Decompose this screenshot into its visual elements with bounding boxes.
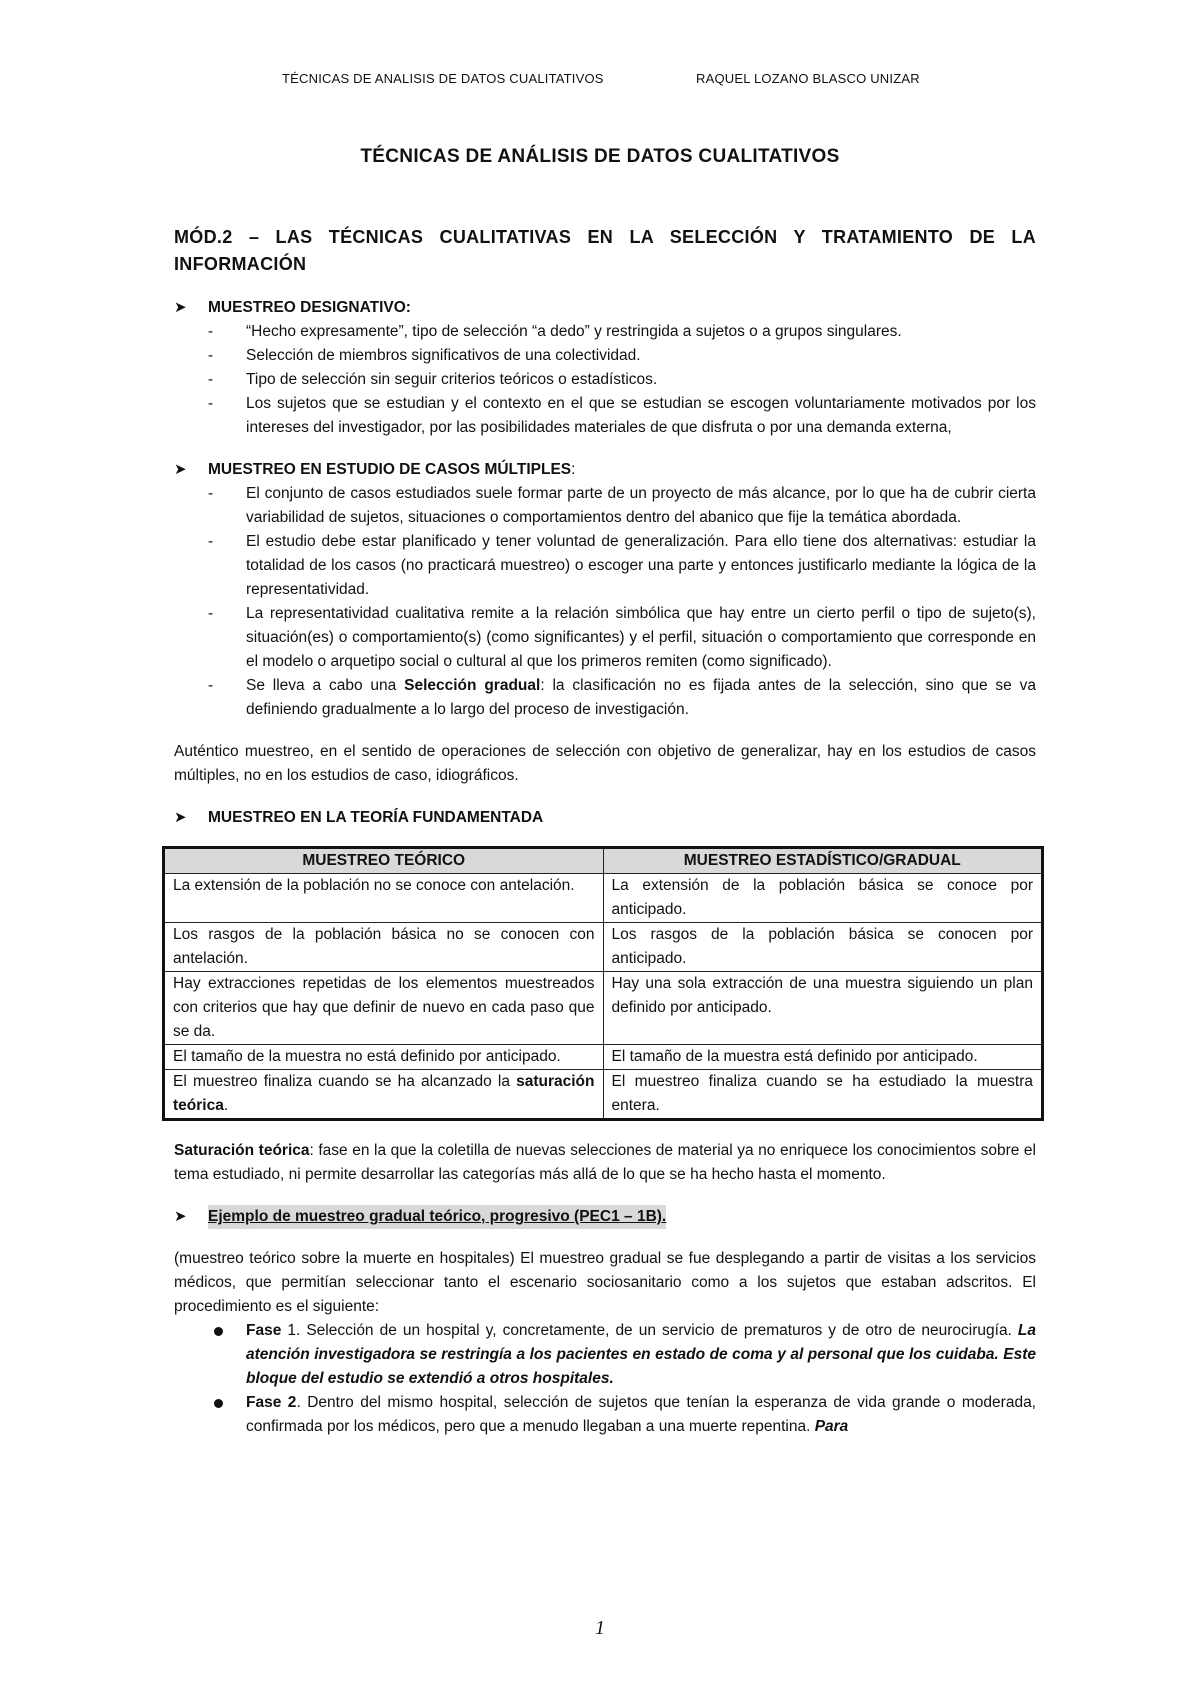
fase-text: . Selección de un hospital y, concretamente, de un servicio de prematuros y de otro de neurocirugía. [296,1322,1018,1339]
table-cell: El tamaño de la muestra está definido por anticipado. [603,1045,1043,1070]
bullet-dot-icon [214,1327,223,1336]
section-heading-designativo [174,296,1036,320]
list-item [174,674,1036,722]
fase-text: . Dentro del mismo hospital, selección de sujetos que tenían la esperanza de vida grande o moderada, confirmada por los médicos, pero que a menudo llegaban a una muerte repentina. [246,1394,1036,1435]
running-header-left: TÉCNICAS DE ANALISIS DE DATOS CUALITATIVOS [282,71,604,86]
list-item-fase-1 [174,1319,1036,1391]
fase-label: Fase [246,1322,288,1339]
table-cell: El muestreo finaliza cuando se ha estudiado la muestra entera. [603,1070,1043,1120]
table-cell: El tamaño de la muestra no está definido por anticipado. [164,1045,604,1070]
table-row [164,923,1043,972]
table-cell [164,1070,604,1120]
table-header-row [164,848,1043,874]
section-heading-text: Ejemplo de muestreo gradual teórico, progresivo (PEC1 – 1B). [208,1205,666,1229]
fase-italic-text: Para [814,1418,849,1435]
list-item-text: Se lleva a cabo una [246,677,405,694]
fase-number: 1 [287,1322,296,1339]
bold-term: Selección gradual [404,677,541,694]
module-title [174,224,1036,278]
list-item: - Tipo de selección sin seguir criterios teóricos o estadísticos. [174,368,1036,392]
autentico-paragraph: Auténtico muestreo, en el sentido de operaciones de selección con objetivo de generalizar, hay en los estudios de casos múltiples, no en los estudios de caso, idiográficos. [174,743,1036,784]
table-cell: La extensión de la población no se conoce con antelación. [164,874,604,923]
designativo-list [174,320,1036,440]
section-heading-text: MUESTREO EN LA TEORÍA FUNDAMENTADA [208,809,544,826]
arrow-bullet-icon: ➤ [174,809,187,826]
arrow-bullet-icon: ➤ [174,1208,187,1225]
arrow-bullet-icon: ➤ [174,299,187,316]
list-item-fase-2 [174,1391,1036,1439]
table-cell: La extensión de la población básica se conoce por anticipado. [603,874,1043,923]
list-item: - La representatividad cualitativa remite a la relación simbólica que hay entre un cierto perfil o tipo de sujeto(s), situación(es) o comportamiento(s) (como significantes) y el perfil, situación o comportamiento que corresponde en el modelo o arquetipo social o cultural al que los primeros remiten (como significado). [174,602,1036,674]
casos-multiples-list [174,482,1036,722]
table-header-cell: MUESTREO ESTADÍSTICO/GRADUAL [603,848,1043,874]
cell-text: . [223,1097,229,1114]
section-heading-text: MUESTREO DESIGNATIVO: [208,299,411,316]
table-row [164,1045,1043,1070]
section-heading-teoria-fundamentada [174,806,1036,830]
table-cell: Los rasgos de la población básica no se conocen con antelación. [164,923,604,972]
section-heading-casos-multiples [174,458,1036,482]
ejemplo-intro-paragraph: (muestreo teórico sobre la muerte en hospitales) El muestreo gradual se fue desplegando a partir de visitas a los servicios médicos, que permitían seleccionar tanto el escenario sociosanitario como a los sujetos que estaban adscritos. El procedimiento es el siguiente: [174,1250,1036,1315]
fase-label: Fase 2 [246,1394,297,1411]
saturacion-paragraph [174,1139,1036,1187]
arrow-bullet-icon: ➤ [174,461,187,478]
bold-term: saturación teórica [173,1073,595,1114]
page-number: 1 [595,1617,605,1639]
list-item: - Los sujetos que se estudian y el contexto en el que se estudian se escogen voluntariamente motivados por los intereses del investigador, por las posibilidades materiales de que disfruta o por una demanda externa, [174,392,1036,440]
module-title-line2: INFORMACIÓN [174,254,307,274]
list-item-text: : la clasificación no es fijada antes de la selección, sino que se va definiendo gradualmente a lo largo del proceso de investigación. [246,677,1036,718]
bullet-dot-icon [214,1399,223,1408]
list-item: - “Hecho expresamente”, tipo de selección “a dedo” y restringida a sujetos o a grupos singulares. [174,320,1036,344]
section-heading-text: MUESTREO EN ESTUDIO DE CASOS MÚLTIPLES [208,461,572,478]
table-cell: Hay una sola extracción de una muestra siguiendo un plan definido por anticipado. [603,972,1043,1045]
table-row [164,1070,1043,1120]
list-item: - Selección de miembros significativos de una colectividad. [174,344,1036,368]
comparison-table [162,846,1044,1121]
list-item: - El conjunto de casos estudiados suele formar parte de un proyecto de más alcance, por lo que ha de cubrir cierta variabilidad de sujetos, situaciones o comportamientos dentro del abanico que fije la temática abordada. [174,482,1036,530]
paragraph-text: : fase en la que la coletilla de nuevas selecciones de material ya no enriquece los conocimientos sobre el tema estudiado, ni permite desarrollar las categorías más allá de lo que se ha hecho hasta el momento. [174,1142,1036,1183]
table-cell: Los rasgos de la población básica se conocen por anticipado. [603,923,1043,972]
table-cell: Hay extracciones repetidas de los elementos muestreados con criterios que hay que definir de nuevo en cada paso que se da. [164,972,604,1045]
table-row [164,874,1043,923]
document-body [174,224,1036,1439]
section-heading-suffix: : [571,461,576,478]
bold-term: Saturación teórica [174,1142,310,1159]
document-title: TÉCNICAS DE ANÁLISIS DE DATOS CUALITATIVOS [360,146,840,167]
section-heading-ejemplo [174,1205,1036,1229]
running-header-right: RAQUEL LOZANO BLASCO UNIZAR [696,71,920,86]
table-row [164,972,1043,1045]
fase-italic-text: La atención investigadora se restringía a los pacientes en estado de coma y al personal que los cuidaba. Este bloque del estudio se extendió a otros hospitales. [246,1322,1037,1387]
module-title-line1: MÓD.2 – LAS TÉCNICAS CUALITATIVAS EN LA SELECCIÓN Y TRATAMIENTO DE LA [174,227,1036,247]
cell-text: El muestreo finaliza cuando se ha alcanzado la [173,1073,517,1090]
table-header-cell: MUESTREO TEÓRICO [164,848,604,874]
fases-list [174,1319,1036,1439]
list-item: - El estudio debe estar planificado y tener voluntad de generalización. Para ello tiene dos alternativas: estudiar la totalidad de los casos (no practicará muestreo) o escoger una parte y entonces justificarlo mediante la lógica de la representatividad. [174,530,1036,602]
